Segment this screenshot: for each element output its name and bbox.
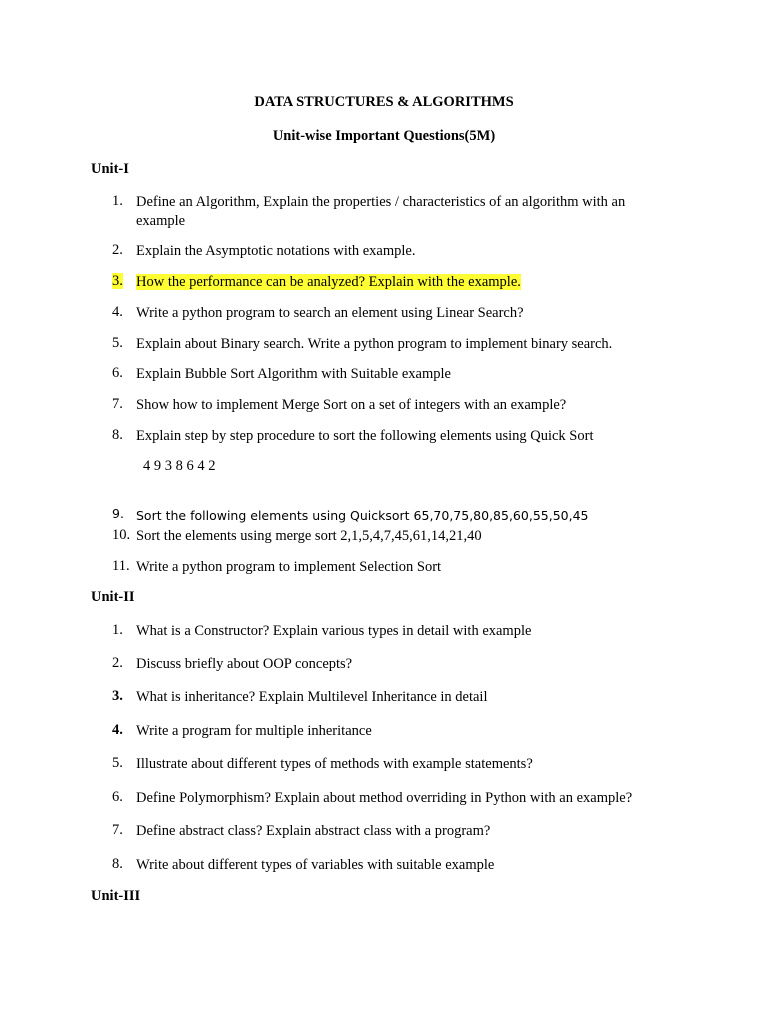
question-text: What is a Constructor? Explain various types in detail with example [136, 623, 532, 639]
question-text: Define an Algorithm, Explain the properties / characteristics of an algorithm with an example [136, 194, 626, 229]
question-number: 5. [112, 335, 123, 351]
question-text: Write a python program to implement Selection Sort [136, 559, 442, 575]
question-text: Write a program for multiple inheritance [136, 723, 372, 739]
question-number: 6. [112, 365, 123, 381]
question-number: 6. [112, 789, 123, 805]
question-text: Discuss briefly about OOP concepts? [136, 656, 353, 672]
document-title: DATA STRUCTURES & ALGORITHMS [254, 94, 514, 110]
question-number: 5. [112, 755, 123, 771]
highlighted-text: How the performance can be analyzed? Explain with the example. [136, 274, 521, 290]
question-number: 4. [112, 304, 123, 320]
question-text: Define abstract class? Explain abstract class with a program? [136, 823, 491, 839]
question-number: 7. [112, 396, 123, 412]
question-number: 1. [112, 622, 123, 638]
question-number: 7. [112, 822, 123, 838]
question-number [112, 273, 136, 290]
question-text: Define Polymorphism? Explain about method overriding in Python with an example? [136, 790, 633, 806]
question-number: 8. [112, 856, 123, 872]
question-text: Explain the Asymptotic notations with example. [136, 243, 416, 259]
question-text: What is inheritance? Explain Multilevel Inheritance in detail [136, 689, 488, 705]
unit-3-heading: Unit-III [91, 888, 141, 904]
question-text: Explain about Binary search. Write a python program to implement binary search. [136, 336, 613, 352]
question-number: 11. [112, 558, 130, 574]
unit-1-heading: Unit-I [91, 161, 129, 177]
question-number: 2. [112, 242, 123, 258]
question-text: Explain Bubble Sort Algorithm with Suitable example [136, 366, 451, 382]
question-number: 8. [112, 427, 123, 443]
question-text: Write about different types of variables with suitable example [136, 857, 495, 873]
question-number: 2. [112, 655, 123, 671]
document-subtitle: Unit-wise Important Questions(5M) [272, 128, 496, 144]
quick-sort-values: 4 9 3 8 6 4 2 [143, 458, 216, 474]
question-number: 10. [112, 527, 131, 543]
question-text: Write a python program to search an element using Linear Search? [136, 305, 524, 321]
unit-2-heading: Unit-II [91, 589, 135, 605]
question-text: Sort the elements using merge sort 2,1,5,4,7,45,61,14,21,40 [136, 528, 482, 544]
question-text [136, 273, 672, 292]
question-text: Illustrate about different types of methods with example statements? [136, 756, 533, 772]
question-text: Explain step by step procedure to sort the following elements using Quick Sort [136, 428, 594, 444]
question-number: 4. [112, 722, 123, 738]
question-number-highlight: 3. [112, 273, 123, 289]
question-number: 3. [112, 688, 123, 704]
question-text: Sort the following elements using Quicksort 65,70,75,80,85,60,55,50,45 [136, 508, 589, 523]
question-text: Show how to implement Merge Sort on a set of integers with an example? [136, 397, 567, 413]
question-number: 1. [112, 193, 123, 209]
question-number: 9. [112, 506, 124, 521]
